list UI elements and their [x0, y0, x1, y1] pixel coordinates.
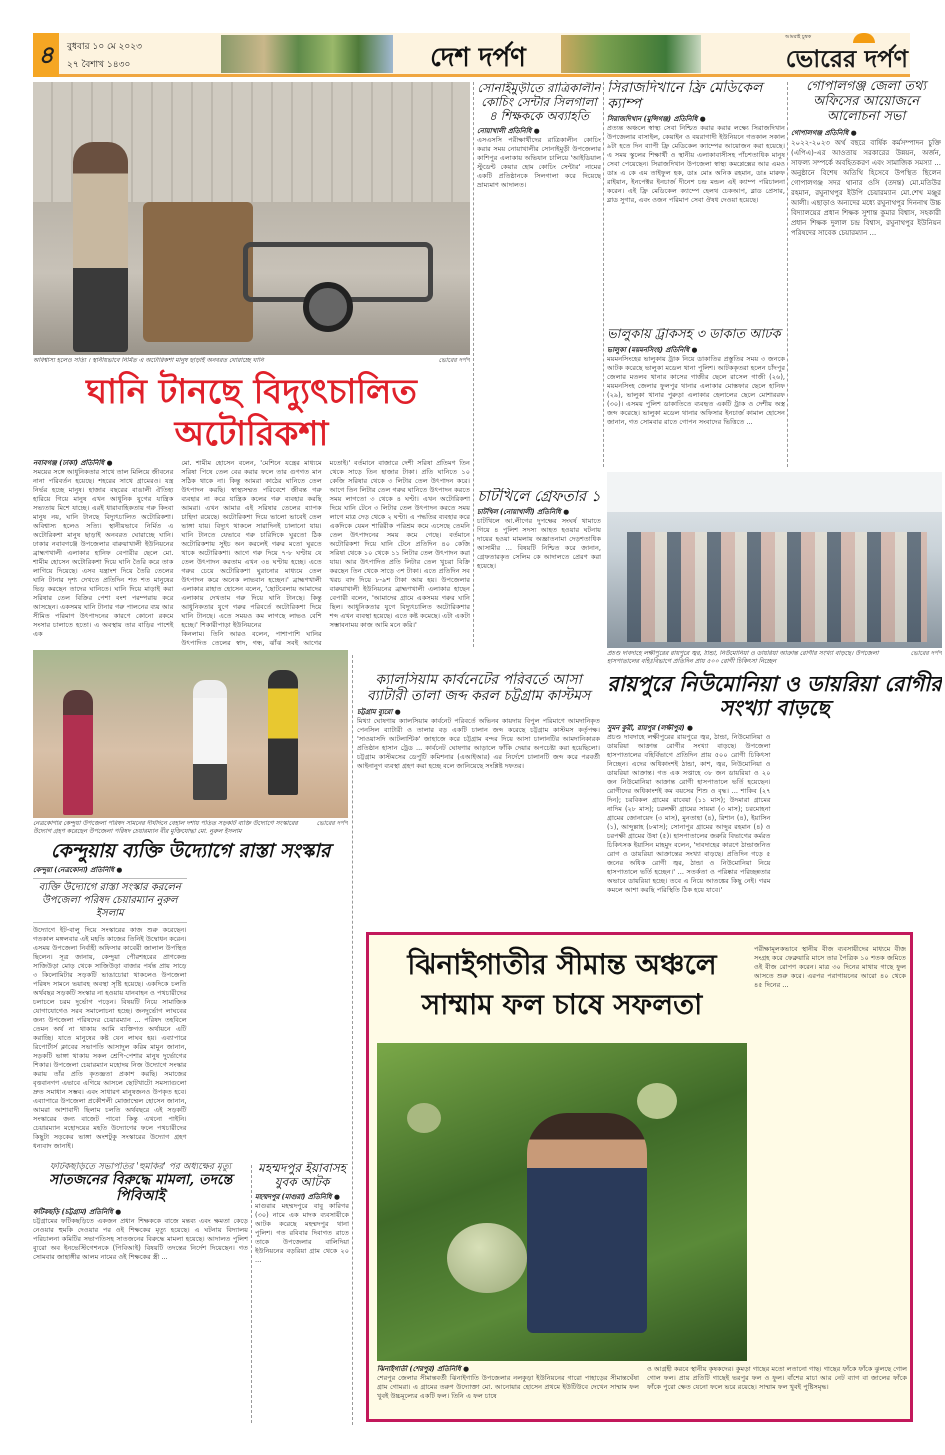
- date-bengali: ২৭ বৈশাখ ১৪৩০: [67, 60, 131, 70]
- ghani-machine: [143, 202, 253, 342]
- fatikchari-byline: ফটিকছড়ি (চট্টগ্রাম) প্রতিনিধি ●: [33, 1207, 122, 1216]
- chatkhil-article: [477, 488, 601, 650]
- calcium-article: [357, 672, 600, 928]
- kendua-photo-caption: [33, 820, 348, 836]
- photo-credit: ভোরের দর্পণ: [438, 357, 470, 364]
- caption-text: প্রচণ্ড দাবদাহে লক্ষীপুরের রায়পুরে জ্বর, ঠান্ডা, নিউমোনিয়া ও ডায়রিয়া আক্রান্ত রোগীর সংখ্যা বাড়ছে। উপজেলা হাসপাতালের বহিঃবিভাগে প্রতিদিন প্রায় ৫০০ রোগী চিকিৎসা নিচ্ছেন: [607, 650, 879, 665]
- fatikchari-body: চট্টগ্রামের ফটিকছড়িতে একজন প্রধান শিক্ষককে বাজে মন্তব্য এবং ক্ষমতা কেড়ে নেওয়ার হুমকি দেওয়ার পর ওই শিক্ষকের মৃত্যু হয়েছে। এ ঘটনায় বিদ্যালয় পরিচালনা কমিটির সভাপতিসহ সাতজনের বিরুদ্ধে মামলা হয়েছে। আদালত পুলিশ ব্যুরো অব ইনভেস্টিগেশনকে (পিবিআই) বিষয়টি তদন্তের নির্দেশ দিয়েছেন। গত সোমবার জাহাঙ্গীর আলম নামের ওই শিক্ষকের স্ত্রী ...: [33, 1216, 248, 1261]
- lead-paragraph: সময়ের সঙ্গে আধুনিকতার সাথে তাল মিলিয়ে জীবনের নানা পরিবর্তন হয়েছে। শহরের সাথে গ্রামেরও। যন্ত্র নির্ভর হচ্ছে মানুষ। হাজার বছরের বাঙালী ঐতিহ্য হারিয়ে গিয়ে মানুষ এখন আধুনিক যুগের যান্ত্রিক সভ্যতায় মিশে যাচ্ছে। এরই ধারাবাহিকতায় গরু কিংবা মানুষ নয়, ঘানি টানছে বিদ্যুৎচালিত অটোরিকশা। অবিশ্বাস্য হলেও সত্যি। স্থানীয়ভাবে নির্মিত এ অটোরিকশা মানুষ ছাড়াই অনবরত ঘোরাচ্ছে ঘানি। ঢাকার নবাবগঞ্জে উপজেলার বারুয়াখালী ইউনিয়নের ব্রাহ্মণখালী এলাকার হানিফ বেপারীর ছেলে মো. শামীম হোসেন অটোরিকশা দিয়ে ঘানি তৈরি করে তাক লাগিয়ে দিয়েছে। এসব যন্ত্রাংশ দিয়ে তৈরি তেলের ঘানি টানার দৃশ্য দেখতে প্রতিদিন শত শত মানুষের ভিড় করছেন তাদের ঘানিতে। ঘানি দিয়ে মাড়াই করা সরিষার তেল বিক্রির পেশা বংশ পরম্পরায় করে আসছেন। একসময় ঘানি টানার গরু পালনের ব্যয় আর সীমিত পরিমাণ উৎপাদনের কারণে কোনো রকমে সংসার চালাতে হতো। এ অবস্থায় তার বাড়ির পাশেই এক: [33, 468, 174, 638]
- sirajdikhan-body: প্রত্যন্ত অঞ্চলে স্বাস্থ্য সেবা নিশ্চিত করার করার লক্ষ্যে সিরাজদিখান উপজেলার বাসাইল, কেয়াইন ও বয়রাগাদী ইউনিয়নে গতকাল সকাল ৯টা হতে দিন ব্যাপী ফ্রি মেডিকেল ক্যাম্পের আয়োজন করা হয়েছে। এ সময় স্কুলের শিক্ষার্থী ও স্থানীয় এলাকাবাসীসহ পাঁচশতাধিক মানুষ সেবা পেয়েছেন। সিরাজদিখান উপজেলা স্বাস্থ্য কমপ্লেক্সের আর এমও ডাঃ এ কে এম তাইফুল হক, ডাঃ মোঃ অনিক রহমান, ডাঃ মারুফ রাইয়ান, ইনপেক্টর ইনচার্জ দীনেশ চন্দ্র মন্ডল এই ক্যাম্প পরিচালনা করেন। এই ফ্রি মেডিকেল ক্যাম্পে হেলথ চেকআপ, ব্লাড প্রেসার, ব্লাড সুগার, এবং ওজন পরিমাপ সেবা ঔষধ দেওয়া হয়েছে।: [607, 124, 785, 205]
- header-photo-strip-right: [561, 35, 701, 73]
- gopalganj-byline: গোপালগঞ্জ প্রতিনিধি ●: [791, 128, 857, 137]
- mohammadpur-headline: মহম্মদপুর ইয়াবাসহ যুবক আটক: [258, 1162, 346, 1189]
- calcium-byline: চট্টগ্রাম ব্যুরো ●: [357, 708, 401, 717]
- photo-credit: ভোরের দর্পণ: [316, 820, 348, 827]
- raipur-body: প্রচণ্ড দাবদাহে লক্ষীপুরের রায়পুরে জ্বর, ঠান্ডা, নিউমোনিয়া ও ডায়রিয়া আক্রান্ত রোগীর সংখ্যা বাড়ছে। উপজেলা হাসপাতালের বহির্বিভাগে প্রতিদিন প্রায় ৫০০ রোগী চিকিৎসা নিচ্ছেন। এদের অধিকাংশই ঠান্ডা, কাশ, জ্বর, নিউমোনিয়া ও ডায়রিয়া আক্রান্ত। গত এক সপ্তাহে ৩৮ জন ডায়রিয়া ও ২০ জন নিউমোনিয়া আক্রান্ত রোগী হাসপাতালে ভর্তি হয়েছেন। রোগীদের অধিকাংশই কম বয়সের শিশু ও বৃদ্ধ। ... শাকিব (২৭ দিন); চরবিকল গ্রামের রাবেয়া (১১ মাস); উদমারা গ্রামের নাদিম (২৮ মাস); চরলক্ষী গ্রামের সায়মা (৩ মাস); চরমোহনা গ্রামের জোনায়েদ (৩ মাস), মুনতাহা (৪), রিশান (৪), ইয়াসিন (১), আব্দুল্লাহ (৮মাস); সোনাপুর গ্রামের আব্দুর রহমান (৪) ও চরপক্ষী গ্রামের উষা (৫)। হাসপাতালের জরুরি বিভাগের কর্মরত চিকিৎসক ইয়াসিন মাহমুদ বলেন, 'দাবদাহের কারণে ঠান্ডাজনিত রোগ ও ডায়রিয়া আক্রান্তের সংখ্যা বাড়ছে। প্রতিদিন গড়ে ৫ জনের অধিক রোগী জ্বর, ঠান্ডা ও নিউমোনিয়া নিয়ে হাসপাতালে ভর্তি হচ্ছেন।' ... সতর্কতা ও পরিষ্কার পরিচ্ছন্নতার অভাবে ডায়রিয়া হচ্ছে। তবে এ নিয়ে আতঙ্কের কিছু নেই। গরম কমলে আশা করছি পরিস্থিতি ঠিক হয়ে যাবে।': [607, 733, 771, 895]
- lead-article: [33, 357, 470, 649]
- sonaimuri-article: [477, 82, 601, 482]
- photo-credit: ভোরের দর্পণ: [910, 650, 942, 657]
- chatkhil-body: চাটখিলে আ.লীগের দুপক্ষের সংঘর্ষ থামাতে গিয়ে ৪ পুলিশ সদস্য আহত হওয়ার ঘটনায় দায়ের হওয়া মামলায় অজ্ঞাতনামা দেড়শতাধিক আসামীর ... বিষয়টি নিশ্চিত করে জানান, গ্রেফতারকৃত সেলিম কে আদালতে প্রেরণ করা হয়েছে।: [477, 517, 601, 571]
- page-header: [33, 33, 910, 77]
- jhenaigati-byline: ঝিনাইগাতী (শেরপুর) প্রতিনিধি ●: [377, 1365, 470, 1373]
- caption-text: অবিশ্বাস্য হলেও সত্যি । স্থানীয়ভাবে নির্মিত এ অটোরিকশা মানুষ ছাড়াই অনবরত ঘোরাচ্ছে ঘানি: [33, 357, 264, 364]
- sirajdikhan-article: [607, 80, 785, 324]
- logo-tagline: আমরাই চুম্বক: [785, 34, 812, 40]
- sirajdikhan-byline: সিরাজদিখান (মুন্সিগঞ্জ) প্রতিনিধি ●: [607, 115, 706, 124]
- raipur-photo-caption: [607, 650, 942, 666]
- lead-byline: নবাবগঞ্জ (ঢাকা) প্রতিনিধি ●: [33, 459, 113, 467]
- jhenaigati-body-right: ও আগ্রহী করবে স্থানীয় কৃষকদের। কুমড়া গাছের মতো লতানো গাছ। গাছের ফাঁকে ফাঁকে ঝুলছে গোল গোল ফল। প্রায় প্রতিটি গাছেই ভরপুর ফল ও ফুল। বাঁশের মাচা আর নেট ব্যাগ বা জালের ফাঁকে ফাঁকে পুরো ক্ষেত যেনো ফলে ভরে রয়েছে। সাম্মাম ফল খুবই পুষ্টিসমৃদ্ধ।: [647, 1365, 907, 1391]
- calcium-body: মিথ্যা ঘোষণায় ক্যালসিয়াম কার্বনেট পরিবর্তে অভিনব কায়দায় বিপুল পরিমাণে আমদানিকৃত পেনসিল ব্যাটারী ও তালার বড় একটি চালান জব্দ করেছে চট্টগ্রাম কাস্টমস কর্তৃপক্ষ। 'সাওয়াসদি আটলান্টিক' জাহাজে করে চট্টগ্রাম বন্দর দিয়ে আসা চালানটির আমদানিকারক প্রতিষ্ঠান হাসান ট্রেড ... কার্বনেট ঘোষণার আড়ালে ফাঁকি দেয়ার অপচেষ্টা করা হয়েছিলো। চট্টগ্রাম কাস্টমসের ডেপুটি কমিশনার (এআইআর) এর নির্দেশে চালানটি জব্দ করে পরবর্তী আইনানুগ ব্যবস্থা গ্রহণ করা হচ্ছে বলে জানিয়েছে সংশ্লিষ্ট দফতর।: [357, 717, 600, 771]
- kendua-byline: কেন্দুয়া (নেত্রকোনা) প্রতিনিধি ●: [33, 865, 123, 874]
- header-photo-strip-left: [221, 35, 393, 73]
- mohammadpur-body: মাগুরার মহম্মদপুরে বাবু কারিগর (৩০) নামে এক মাদক ব্যবসায়ীকে আটক করেছে মহম্মদপুর থানা পুলিশ। গত রবিবার দিবাগত রাতে তাকে উপজেলার বালিদিয়া ইউনিয়নের বড়রিয়া গ্রাম থেকে ২০ ...: [255, 1201, 349, 1264]
- fatikchari-article: [33, 1162, 248, 1424]
- logo-sun-icon: [853, 33, 875, 43]
- bhaluka-article: [607, 328, 785, 468]
- raipur-hospital-photo: [607, 472, 942, 648]
- kendua-road-photo: [33, 650, 348, 818]
- chatkhil-byline: চাটখিল (নোয়াখালী) প্রতিনিধি ●: [477, 508, 570, 517]
- lead-paragraph: মো. শামীম হোসেন বলেন, 'মেশিনে যন্ত্রের মাধ্যমে সরিষা পিষে তেল বের করার ফলে তার গুণগত মান সঠিক থাকে না। কিন্তু আমরা কাঠের ঘানিতে তেল উৎপাদন করছি। স্বাস্থ্যসম্মত পরিবেশে জীবন্ত গরু ব্যবহার না করে যান্ত্রিক কলের গরু ব্যবহার করছি আমরা। এখন আমার এই সরিষার তেলের ব্যাপক চাহিদা রয়েছে। অটোরিকশা দিয়ে ভালো ভাবেই তেল ভাঙ্গা যায়। বিদ্যুৎ থাকলে সারাদিনই চালানো যায়। ঘানি টানতে যেভাবে গরু চারিদিকে ঘুরতো ঠিক অটোরিকশায় সুইচ অন করলেই গরুর মতো ঘুরতে থাকে অটোরিকশা। আগে গরু দিয়ে ৭-৮ ঘণ্টায় যে তেল উৎপাদন করতাম এখন ৩৪ ঘণ্টায় হচ্ছে। এতে গরুর চেয়ে অটোরিকশা ঘুরানোর মাধ্যমে তেল উৎপাদন করে অনেক লাভবান হচ্ছেন।' ব্রাহ্মণখালী এলাকার রাহাত হোসেন বলেন, 'ছোটবেলায় আমাদের এলাকায় দেখতাম গরু দিয়ে ঘানি টানছে। কিন্তু আধুনিকতার যুগে গরুর পরিবর্তে অটোরিকশা দিয়ে ঘানি টানছে। এতে সময়ও কম লাগছে লাভও বেশি হচ্ছে।' শিকারীপাড়া ইউনিয়নের: [181, 459, 322, 629]
- jhenaigati-side-body: পরীক্ষামূলকভাবে স্থানীয় বীজ ব্যবসায়ীদের মাধ্যমে বীজ সংগ্রহ করে ফেব্রুয়ারি মাসে তার পৈত্রিক ১০ শতক জমিতে ওই বীজ রোপণ করেন। মাত্র ৩০ দিনের মাথায় গাছে ফুল আসতে শুরু করে। এরপর পরাগায়নের আরো ৪০ থেকে ৪৫ দিনের ...: [754, 945, 906, 989]
- logo: ভোরের দর্পণ: [785, 45, 908, 73]
- caption-text: নেত্রকোণার কেন্দুয়া উপজেলা পরিষদ সামনের দীর্ঘদিনে বেহাল দশায় পতিত সড়কটি ব্যক্তি উদ্যোগে সংস্কারের উদ্যোগ গ্রহণ করেছেন উপজেলা পরিষদ চেয়ারম্যান বীর মুক্তিযোদ্ধা মো. নুরুল ইসলাম: [33, 820, 298, 835]
- mohammadpur-article: [255, 1162, 349, 1424]
- sonaimuri-byline: নোয়াখালী প্রতিনিধি ●: [477, 127, 540, 136]
- gopalganj-headline: গোপালগঞ্জ জেলা তথ্য অফিসের আয়োজনে আলোচনা সভা: [805, 80, 927, 124]
- sonaimuri-body: এসএসসি পরীক্ষার্থীদের রাত্রিকালীন কোচিং করার সময় নোয়াখালীর সোনাইমুড়ী উপজেলার কাশিপুর এলাকায় অভিযান চালিয়ে 'আইডিয়াল স্টুডেন্ট কেয়ার হোম কোচিং সেন্টার' নামের একটি প্রতিষ্ঠানকে সিলগালা করে দিয়েছে ভ্রাম্যমাণ আদালত।: [477, 136, 601, 190]
- sirajdikhan-headline: সিরাজদিখানে ফ্রি মেডিকেল ক্যাম্প: [607, 80, 763, 113]
- kendua-subhead: ব্যক্তি উদ্যোগে রাস্তা সংস্কার করলেন উপজেলা পরিষদ চেয়ারম্যান নুরুল ইসলাম: [33, 878, 187, 923]
- melon: [447, 1223, 527, 1293]
- wheel: [303, 282, 353, 332]
- gopalganj-article: [791, 80, 941, 468]
- gopalganj-body: ২০২২-২০২৩ অর্থ বছরে বার্ষিক কর্মসম্পাদন চুক্তি (এপিএ)-এর আওতায় সরকারের উন্নয়ন, অর্জন, সাফল্য সম্পর্কে অবহিতকরণ এবং সামাজিক সমস্যা ... অনুষ্ঠানে বিশেষ অতিথি হিসেবে উপস্থিত ছিলেন গোপালগঞ্জ সদর থানার ওসি (তদন্ত) মো.মতিউর রহমান, রঘুনাথপুর ইউপি চেয়ারম্যান মো.শেখ মঞ্জুর আলী। এছাড়াও অন্যদের মধ্যে রঘুনাথপুর দিননাথ উচ্চ বিদ্যালয়ের প্রধান শিক্ষক সুশান্ত কুমার বিশ্বাস, সহকারী প্রধান শিক্ষক দুলাল চন্দ্র বিশ্বাস, রঘুনাথপুর ইউনিয়ন পরিষদের সাবেক চেয়ারম্যান ...: [791, 138, 941, 237]
- date-english: বুধবার ১০ মে ২০২৩: [67, 42, 142, 52]
- mohammadpur-byline: মহম্মদপুর (মাগুরা) প্রতিনিধি ●: [255, 1192, 340, 1201]
- fatikchari-headline: সাতজনের বিরুদ্ধে মামলা, তদন্তে পিবিআই: [48, 1172, 233, 1205]
- lead-headline: ঘানি টানছে বিদ্যুৎচালিত অটোরিকশা: [86, 372, 417, 454]
- jhenaigati-body-left: ঝিনাইগাতী (শেরপুর) প্রতিনিধি ● শেরপুর জেলার সীমান্তবর্তী ঝিনাইগাতি উপজেলার নলকুড়া ইউনিয়নের গারো পাহাড়ের সীমান্তঘেঁষা গ্রাম গোমরা। এ গ্রামের তরুণ উদ্যোক্তা মো. আনোয়ার হোসেন প্রথমে ইউটিউবে দেখেন সাম্মাম ফল খুবই উচ্চমূল্যের একটি ফল। তিনি এ ফল চাষে: [377, 1365, 639, 1400]
- bhaluka-headline: ভালুকায় ট্রাকসহ ৩ ডাকাত আটক: [607, 328, 781, 342]
- kendua-body: উদ্যোগে ইট-বালু দিয়ে সংস্কারের কাজ শুরু করেছেন। গতকাল মঙ্গলবার এই মহতি কাজের তিনিই উদ্বোধন করেন। এসময় উপজেলা নির্বাহী অফিসার কাবেরী জালাল উপস্থিত ছিলেন। সূত্র জানায়, কেন্দুয়া পৌরশহরের প্রাণকেন্দ্র সাজিউড়া মোড় থেকে সাজিউড়া বাজার পর্যন্ত প্রায় সাড়ে ৩ কিলোমিটার সড়কটি ভাঙাচোরা থাকলেও উপজেলা পরিষদ সামনে ভয়াবহ অবস্থা সৃষ্টি হয়েছে। একদিকে চলতি অর্থবছর সড়কটি সংস্কার না হওয়ায় যানবাহন ও পথচারীদের চলাচলে চরম দুর্ভোগ পড়েন। বিষয়টি নিয়ে সামাজিক যোগাযোগেও সরব সমালোচনা হচ্ছে। জনদুর্ভোগ লাঘবের জন্য উপজেলা পরিষদের চেয়ারম্যান ... পরিষদ তহবিলে তেমন অর্থ না থাকায় আমি ব্যক্তিগত অর্থায়নে এটি করাচ্ছি। যাতে মানুষের কষ্ট যেন লাঘব হয়। এব্যাপারে রিপোর্টার্স ক্লাবের সভাপতি আসাদুল করিম মামুন জানান, সড়কটি ভাঙ্গা থাকায় সকল শ্রেণি-পেশার মানুষ দুর্ভোগের শিকার। উপজেলা চেয়ারম্যান মহোদয় নিজ উদ্যোগে সংস্কার করায় তাঁর প্রতি কৃতজ্ঞতা প্রকাশ করছি। সমাজের বৃত্তবানগণ এভাবে এগিয়ে আসলে ছোটখাটো সমস্যাগুলো দ্রুত সমাধান সম্ভব। এবং সাধারণ মানুষজনও উপকৃত হবে। এব্যাপারে উপজেলা প্রকৌশলী মোজাম্মেল হোসেন জানান, আমরা আশাবাদী ছিলাম চলতি অর্থবছরে এই সড়কটি সংস্কারের জন্য বাজেট পাবো কিন্তু এখনো পাইনি। চেয়ারম্যান মহোদয়ের মহতি উদ্যোগের ফলে পথচারীদের কিছুটা সড়কের ভাঙ্গা অংশটুকু সংস্কারের উদ্যোগ গ্রহণ ধন্যবাদ জানাই।: [33, 925, 187, 1150]
- kendua-article: [33, 820, 348, 1156]
- section-title: দেশ দর্পণ: [430, 43, 526, 73]
- calcium-headline: ক্যালসিয়াম কার্বনেটের পরিবর্তে আসা ব্যাটারী তালা জব্দ করল চট্টগ্রাম কাস্টমস: [366, 672, 591, 705]
- lead-photo-caption: [33, 357, 470, 365]
- jhenaigati-feature-box: [366, 932, 913, 1422]
- bhaluka-byline: ভালুকা (ময়মনসিংহ) প্রতিনিধি ●: [607, 345, 698, 354]
- raipur-headline: রায়পুরে নিউমোনিয়া ও ডায়রিয়া রোগীর সংখ্যা বাড়ছে: [607, 671, 942, 721]
- melon-farm-photo: [377, 1043, 747, 1361]
- page-number: ৪: [33, 33, 59, 77]
- lead-photo: [33, 82, 470, 355]
- raipur-byline: সুমন কুরী, রায়পুর (লক্ষীপুর) ●: [607, 724, 693, 733]
- raipur-article: [607, 650, 942, 930]
- lead-body: [33, 459, 470, 649]
- man-figure: [73, 142, 128, 352]
- sonaimuri-headline: সোনাইমুড়ীতে রাত্রিকালীন কোচিং সেন্টার সিলগালা ৪ শিক্ষককে অব্যাহতি: [477, 82, 601, 123]
- bhaluka-body: ময়মনসিংহের ভালুকায় ট্রাক নিয়ে ডাকাতির প্রস্তুতির সময় ৩ জনকে আটক করেছে ভালুকা মডেল থানা পুলিশ। আটককৃতরা হলেন চাঁদপুর জেলার মতলব থানার কাসের গাজীর ছেলে রাসেল গাজী (২৬), ময়মনসিংহ জেলার ফুলপুর থানার এলাকার মোস্তফার ছেলে হানিফ (২৯), ভালুকা থানার পুরুড়া এলাকার হেলালের ছেলে মোশাররফ (৩০)। এসময় পুলিশ ডাকাতিতে ব্যবহৃত একটি ট্রাক ও দেশীয় অস্ত্র জব্দ করেছে। ভালুকা মডেল থানার অফিসার ইনচার্জ কামাল হোসেন জানান, গত সোমবার রাতে গোপন সংবাদের ভিত্তিতে ...: [607, 354, 785, 426]
- jhenaigati-headline: ঝিনাইগাতীর সীমান্ত অঞ্চলে সাম্মাম ফল চাষে সফলতা: [407, 948, 717, 1021]
- lead-paragraph: কিনলাম। তিনি আরও বলেন, পাশাপাশি ঘানির উৎপাদিত তেলের স্বাদ, গন্ধ, ঝাঁঝ সবই আগের মতোই।' বর্তমানে বাজারে দেশী সরিষা প্রতিমণ তিন থেকে সাড়ে তিন হাজার টাকা। প্রতি ঘানিতে ১০ কেজি সরিষার থেকে ৩ লিটার তেল উৎপাদন করে। আগে তিন লিটার তেল গরুর ঘানিতে উৎপাদন করতে সময় লাগতো ৩ থেকে ৪ ঘণ্টা। এখন অটোরিকশা দিয়ে ঘানি টেনে ৩ লিটার তেল উৎপাদন করতে সময় লাগে মাত্র দেড় থেকে ২ ঘণ্টা। এ পদ্ধতির ব্যবহার করে একদিকে যেমন শারিরীক পরিশ্রম কমে এসেছে তেমনি তেল উৎপাদনের সময় কমে গেছে। বর্তমানে অটোরিকশা দিয়ে ঘানি টেনে প্রতিদিন ৪০ কেজি সরিষা থেকে ১০ থেকে ১১ লিটার তেল উৎপাদন করা যায়। আর উৎপাদিত প্রতি লিটার তেল খুচরা বিক্রি করছেন তিন থেকে সাড়ে ৩শ টাকা। এতে প্রতিদিন সব খরচ বাদ দিয়ে ৮-৯শ টাকা আয় হয়। উপজেলার বারুয়াখালী ইউনিয়নের ব্রাহ্মণখালী এলাকার হাছেন বেপারী বলেন, 'আমাদের গ্রামে একসময় গরুর ঘানি ছিল। আধুনিকতার যুগে বিদ্যুৎচালিত অটোরিকশার শব্দ এখন ব্যবস্থা হয়েছে। এতে কষ্ট কমেছে। এটা একটা সম্ভাবনাময় কাজ আমি মনে করি।': [181, 459, 470, 647]
- fatikchari-kicker: ফটিকছড়িতে সভাপতির 'হুমকির' পর অধ্যক্ষের মৃত্যু: [49, 1162, 232, 1172]
- kendua-headline: কেন্দুয়ায় ব্যক্তি উদ্যোগে রাস্তা সংস্কার: [50, 840, 331, 862]
- chatkhil-headline: চাটখিলে গ্রেফতার ১: [477, 488, 601, 505]
